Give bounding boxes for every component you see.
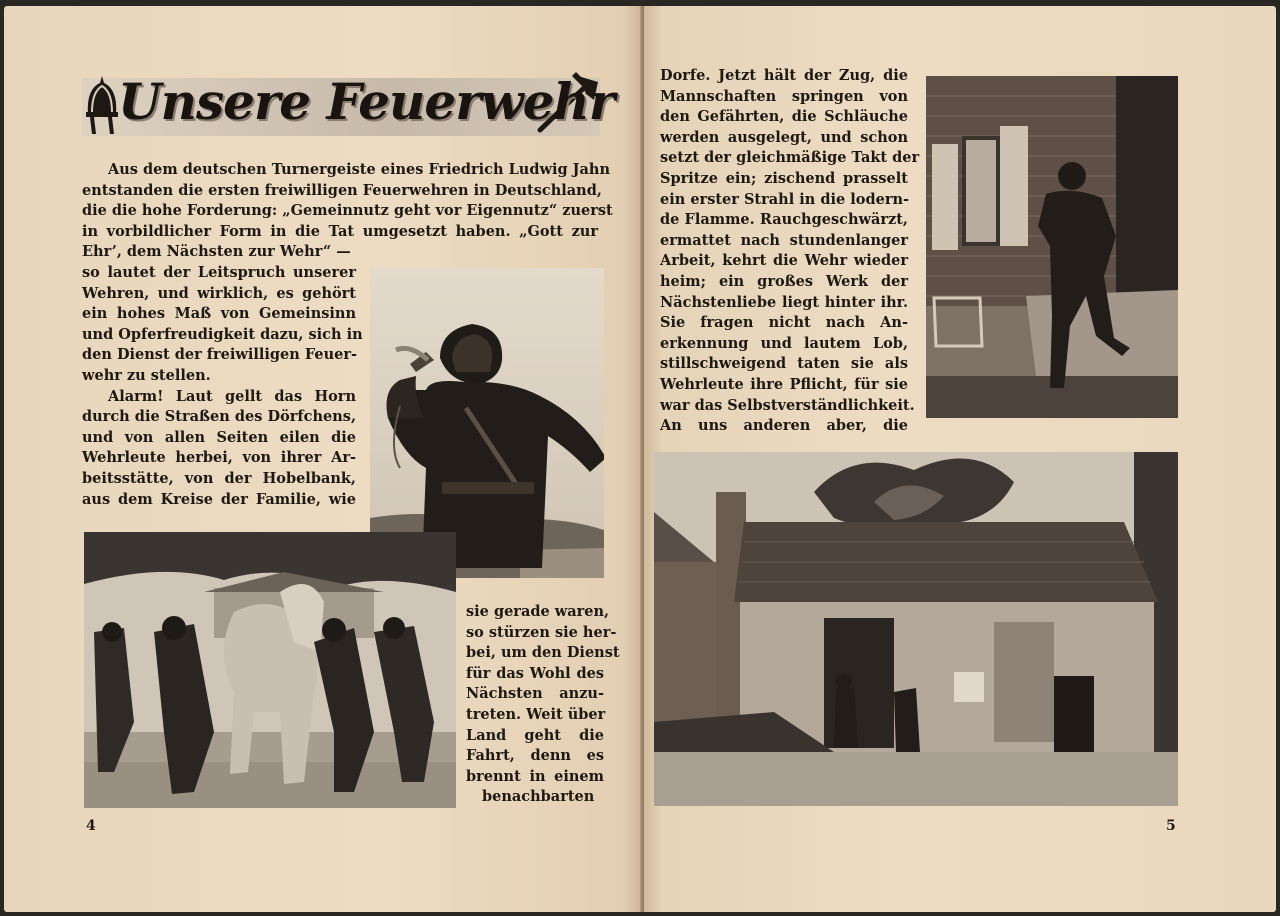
text-line: ermattet nach stundenlanger [660,231,908,249]
text-line: so stürzen sie her- [466,623,617,641]
text-line: Mannschaften springen von [660,87,908,105]
text-line: Spritze ein; zischend prasselt [660,169,908,187]
text-line: Wehrleute ihre Pflicht, für sie [660,375,908,393]
text-line: Aus dem deutschen Turnergeiste eines Friedrich Ludwig Jahn [108,161,610,178]
text-line: sie gerade waren, [466,603,610,620]
text-line: Nächstenliebe liegt hinter ihr. [660,293,908,311]
text-line: bei, um den Dienst [466,644,620,662]
text-line: und Opferfreudigkeit dazu, sich in [82,325,363,343]
burning-barn-photo [654,452,1178,806]
page-number-left: 4 [86,818,96,834]
text-line: Fahrt, denn es [466,747,604,765]
horse-drawn-engine-photo [84,532,456,808]
text-line: den Dienst der freiwilligen Feuer- [82,346,357,364]
left-lower-text [466,602,620,808]
text-line: Ehr’, dem Nächsten zur Wehr“ — [82,243,351,261]
text-line: ein hohes Maß von Gemeinsinn [82,305,356,323]
text-line: Dorfe. Jetzt hält der Zug, die [660,67,908,84]
title-banner [82,70,615,140]
text-line: de Flamme. Rauchgeschwärzt, [660,211,908,229]
text-line: treten. Weit über [466,705,606,723]
text-line: die die hohe Forderung: „Gemeinnutz geht vor Eigennutz“ zuerst [82,202,613,220]
page-number-right: 5 [1166,818,1176,834]
text-line: erkennung und lautem Lob, [660,334,908,352]
text-line: brennt in einem [466,767,604,785]
text-line: setzt der gleichmäßige Takt der [660,149,920,167]
text-line: stillschweigend taten sie als [660,355,908,373]
text-line: Wehren, und wirklich, es gehört [82,284,356,302]
fire-helmet-icon [82,74,122,136]
text-line: wehr zu stellen. [82,366,211,384]
text-line: benachbarten [482,788,595,806]
fireman-with-mask-photo [926,76,1178,418]
text-line: Nächsten anzu- [466,685,604,703]
text-line: war das Selbstverständlichkeit. [660,396,915,414]
text-line: Sie fragen nicht nach An- [660,314,908,332]
text-line: An uns anderen aber, die [660,417,908,435]
text-line: beitsstätte, von der Hobelbank, [82,469,356,487]
text-line: Wehrleute herbei, von ihrer Ar- [82,449,356,467]
text-line: werden ausgelegt, und schon [660,128,908,146]
text-line: den Gefährten, die Schläuche [660,108,908,126]
text-line: Alarm! Laut gellt das Horn [108,387,356,405]
text-line: heim; ein großes Werk der [660,272,908,290]
right-column-text [660,66,920,437]
text-line: Land geht die [466,726,604,744]
text-line: so lautet der Leitspruch unserer [82,264,356,281]
text-line: durch die Straßen des Dörfchens, [82,408,356,426]
left-column-text [82,263,363,510]
text-line: ein erster Strahl in die lodern- [660,190,910,208]
text-line: entstanden die ersten freiwilligen Feuerwehren in Deutschland, [82,181,602,199]
text-line: Arbeit, kehrt die Wehr wieder [660,252,908,270]
intro-paragraph [82,160,613,263]
text-line: und von allen Seiten eilen die [82,428,356,446]
text-line: für das Wohl des [466,664,604,682]
text-line: in vorbildlicher Form in die Tat umgesetzt haben. „Gott zur [82,222,598,240]
text-line: aus dem Kreise der Familie, wie [82,490,356,508]
page-title: Unsere Feuerwehr [118,72,615,131]
